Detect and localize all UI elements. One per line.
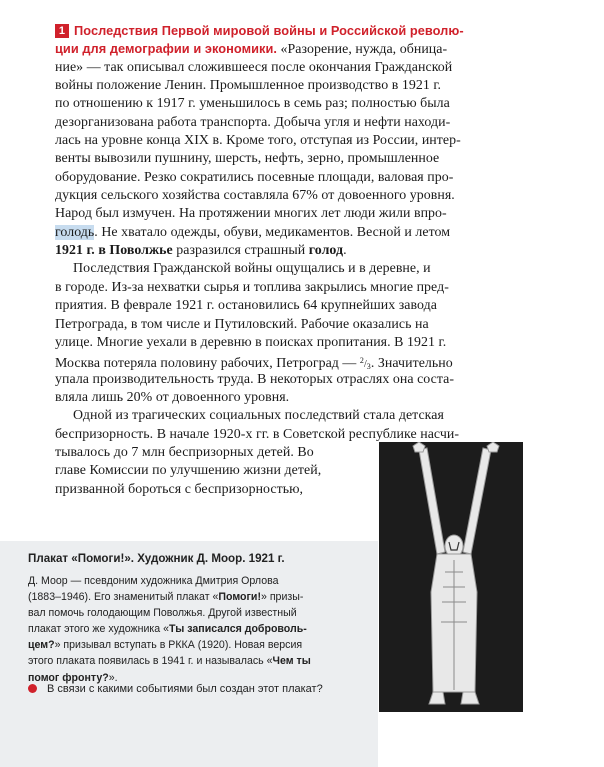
text-line: ние» — так описывал сложившееся после окончания Гражданской xyxy=(55,59,453,75)
bold-term: 1921 г. в Поволжье xyxy=(55,243,173,259)
section-heading-line xyxy=(55,22,517,40)
caption-title: Плакат «Помоги!». Художник Д. Моор. 1921 г. xyxy=(28,552,285,565)
bold-term: голод xyxy=(308,243,344,259)
text-line: главе Комиссии по улучшению жизни детей, xyxy=(55,463,322,479)
text-line: Москва потеряла половину рабочих, Петроград — $^2/_3$. Значительно xyxy=(55,356,453,371)
text-line: Народ был измучен. На протяжении многих лет люди жили впро- xyxy=(55,206,447,222)
text-line: лась на уровне конца XIX в. Кроме того, отступая из России, интер- xyxy=(55,133,461,149)
caption-line: (1883–1946). Его знаменитый плакат «Помоги!» призы- xyxy=(28,591,304,604)
text-line: упала производительность труда. В некоторых отраслях она соста- xyxy=(55,371,455,387)
text-line: венты вывозили пушнину, шерсть, нефть, зерно, промышленное xyxy=(55,151,440,167)
caption-line: Д. Моор — псевдоним художника Дмитрия Орлова xyxy=(28,575,279,587)
section-heading-cont: ции для демографии и экономики. xyxy=(55,41,277,57)
caption-body xyxy=(28,573,373,686)
caption-line: вал помочь голодающим Поволжья. Другой известный xyxy=(28,607,297,620)
text-line: беспризорность. В начале 1920-х гг. в Советской республике насчи- xyxy=(55,426,460,442)
caption-line: помог фронту?». xyxy=(28,671,118,684)
text-line: Петрограда, в том числе и Путиловский. Рабочие оказались на xyxy=(55,316,429,332)
text-line: дезорганизована работа транспорта. Добыча угля и нефти находи- xyxy=(55,114,451,130)
text-line: Последствия Гражданской войны ощущались и в деревне, и xyxy=(73,261,431,277)
text-line: оборудование. Резко сократились посевные площади, валовая про- xyxy=(55,169,454,185)
text-line: тывалось до 7 млн беспризорных детей. Во xyxy=(55,444,314,460)
caption-line: цем?» призывал вступать в РККА (1920). Новая версия xyxy=(28,639,303,652)
question: В связи с какими событиями был создан этот плакат? xyxy=(28,683,373,695)
text-line: Одной из трагических социальных последствий стала детская xyxy=(73,408,444,424)
bullet-dot-icon xyxy=(28,684,37,693)
poster-image xyxy=(379,442,523,712)
text-line: голодь. Не хватало одежды, обуви, медикаментов. Весной и летом xyxy=(55,224,451,240)
text-line: войны положение Ленин. Промышленное производство в 1921 г. xyxy=(55,78,442,94)
text-line: улице. Многие уехали в деревню в поисках пропитания. В 1921 г. xyxy=(55,334,447,350)
text-line: в городе. Из-за нехватки сырья и топлива закрылись многие пред- xyxy=(55,279,449,295)
main-text xyxy=(55,22,517,499)
text-line: вляла лишь 20% от довоенного уровня. xyxy=(55,389,290,405)
text-line: призванной бороться с беспризорностью, xyxy=(55,481,304,497)
text-line: по отношению к 1917 г. уменьшилось в семь раз; полностью была xyxy=(55,96,450,112)
starving-man-figure xyxy=(379,442,523,712)
caption-line: плакат этого же художника «Ты записался доброволь- xyxy=(28,623,307,636)
caption-line: этого плаката появилась в 1941 г. и называлась «Чем ты xyxy=(28,655,311,668)
section-number-badge: 1 xyxy=(55,24,69,38)
section-heading: Последствия Первой мировой войны и Российской револю- xyxy=(74,23,464,38)
text-line: дукция сельского хозяйства составляла 67% от довоенного уровня. xyxy=(55,188,455,204)
selected-word[interactable]: голодь xyxy=(55,224,95,240)
text-line: приятия. В феврале 1921 г. остановились 64 крупнейших завода xyxy=(55,298,437,314)
text-line: ции для демографии и экономики. «Разорение, нужда, обница- xyxy=(55,41,448,58)
text-line: 1921 г. в Поволжье разразился страшный голод. xyxy=(55,243,347,259)
fraction: $^2/_3$ xyxy=(359,356,371,371)
